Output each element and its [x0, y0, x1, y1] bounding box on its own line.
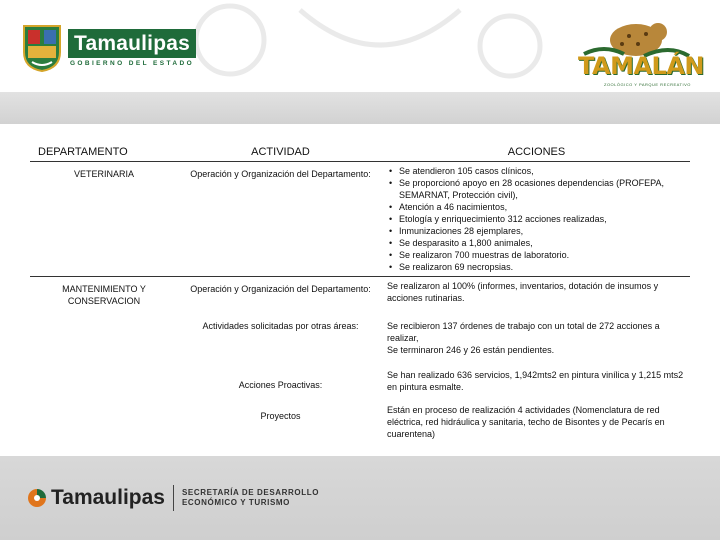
table-header-row — [30, 140, 690, 162]
list-item: • Se proporcionó apoyo en 28 ocasiones dependencias (PROFEPA, SEMARNAT, Protección civil), — [387, 177, 686, 201]
list-item: • Etología y enriquecimiento 312 acciones realizadas, — [387, 213, 686, 225]
secretaria-line: ECONÓMICO Y TURISMO — [181, 498, 290, 507]
footer-brand-name: Tamaulipas — [51, 486, 165, 509]
tamaulipas-logo — [22, 24, 196, 72]
list-item: • Atención a 46 nacimientos, — [387, 201, 686, 213]
secretaria-line: SECRETARÍA DE DESARROLLO — [181, 488, 320, 497]
actions-cell: Se han realizado 636 servicios, 1,942mts2 en pintura vinílica y 1,215 mts2 en pintura esmalte. — [387, 370, 684, 392]
actions-line: Se terminaron 246 y 26 están pendientes. — [387, 345, 555, 355]
column-header-acciones: ACCIONES — [383, 140, 690, 162]
actions-cell — [383, 310, 690, 359]
dept-cell: MANTENIMIENTO Y CONSERVACION — [62, 284, 146, 306]
page-header — [0, 0, 720, 92]
state-shield-icon — [22, 24, 62, 72]
table-row — [30, 396, 690, 443]
table-row — [30, 359, 690, 396]
brand-name: Tamaulipas — [68, 29, 196, 58]
actions-list — [387, 165, 686, 273]
tamaulipas-emblem-icon — [26, 487, 48, 509]
content-area — [20, 124, 700, 456]
header-band — [0, 92, 720, 124]
table-row — [30, 310, 690, 359]
activity-cell: Actividades solicitadas por otras áreas: — [202, 321, 359, 331]
list-item: • Se atendieron 105 casos clínicos, — [387, 165, 686, 177]
activity-cell: Operación y Organización del Departamento: — [190, 284, 371, 294]
footer-secretaria — [182, 488, 319, 508]
column-header-actividad: ACTIVIDAD — [178, 140, 383, 162]
list-item: • Se desparasito a 1,800 animales, — [387, 237, 686, 249]
actions-cell — [383, 162, 690, 277]
activity-cell: Acciones Proactivas: — [238, 380, 323, 390]
activity-cell: Operación y Organización del Departamento: — [178, 162, 383, 277]
brand-subtitle: GOBIERNO DEL ESTADO — [69, 60, 195, 67]
tamalan-logo — [574, 14, 704, 90]
actions-cell: Se realizaron al 100% (informes, inventarios, dotación de insumos y acciones rutinarias. — [387, 281, 659, 303]
table-row — [30, 277, 690, 311]
tamalan-wordmark: TAMALÁN — [578, 52, 704, 80]
column-header-departamento: DEPARTAMENTO — [30, 140, 178, 162]
list-item: • Se realizaron 700 muestras de laboratorio. — [387, 249, 686, 261]
actions-cell: Están en proceso de realización 4 actividades (Nomenclatura de red eléctrica, red hidráulica y sanitaria, techo de Bisontes y de Pecarís en cuarentena) — [387, 405, 665, 439]
activities-table — [30, 140, 690, 443]
dept-cell: VETERINARIA — [30, 162, 178, 277]
footer-logo — [26, 485, 319, 511]
list-item: • Inmunizaciones 28 ejemplares, — [387, 225, 686, 237]
list-item: • Se realizaron 69 necropsias. — [387, 261, 686, 273]
activity-cell: Proyectos — [260, 411, 301, 421]
footer-divider — [173, 485, 174, 511]
table-row — [30, 162, 690, 277]
actions-line: Se recibieron 137 órdenes de trabajo con un total de 272 acciones a realizar, — [387, 321, 660, 343]
tamalan-subtitle: ZOOLÓGICO Y PARQUE RECREATIVO — [604, 82, 691, 87]
header-ornament — [150, 0, 580, 92]
